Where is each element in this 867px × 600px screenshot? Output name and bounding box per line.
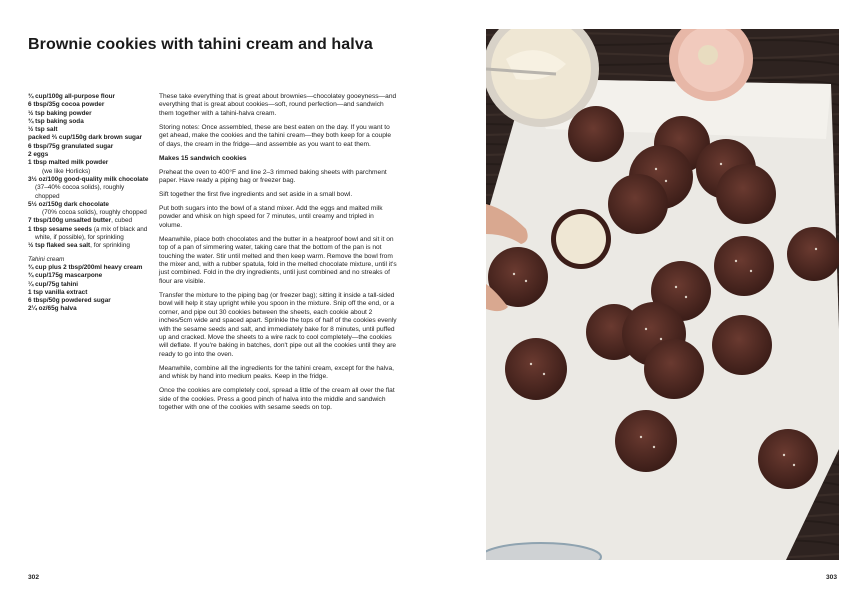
cookie (787, 227, 839, 281)
ingredient-item: 2¼ oz/65g halva (28, 305, 77, 313)
cookie (644, 339, 704, 399)
recipe-title: Brownie cookies with tahini cream and halva (28, 36, 373, 53)
cookie (615, 410, 677, 472)
ingredient-item: ¾ cup/175g mascarpone (28, 272, 103, 280)
yield-line: Makes 15 sandwich cookies (159, 154, 247, 162)
cookie (714, 236, 774, 296)
ingredient-item: ¾ cup plus 2 tbsp/200ml heavy cream (28, 263, 143, 271)
cookie (505, 338, 567, 400)
ingredient-item: 2 eggs (28, 151, 49, 159)
recipe-photo (486, 29, 839, 560)
photo-illustration (486, 29, 839, 560)
cookie (568, 106, 624, 162)
ingredient-item: ¾ tsp baking soda (28, 117, 84, 125)
ingredient-item: 5½ oz/150g dark chocolate (70% cocoa solids), roughly chopped (28, 200, 147, 217)
page-number-right: 303 (826, 574, 838, 581)
ingredient-item: ¼ cup/75g tahini (28, 280, 79, 288)
method-step: Sift together the first five ingredients and set aside in a small bowl. (159, 191, 353, 199)
ingredient-item: ½ tsp salt (28, 126, 58, 134)
ingredient-item: 1 tbsp malted milk powder (we like Horlicks) (28, 159, 109, 175)
ingredients-list (28, 93, 150, 314)
storing-notes: Storing notes: Once assembled, these are best eaten on the day. If you want to get ahead, make the cookies and the tahini cream—they both keep for a couple of days, the cream in the fridge—and assemble as you want to eat them. (159, 123, 392, 148)
cookie (712, 315, 772, 375)
ingredient-item: 6 tbsp/75g granulated sugar (28, 142, 114, 150)
ingredient-item: 6 tbsp/50g powdered sugar (28, 297, 111, 305)
ingredient-item: 1 tbsp sesame seeds (a mix of black and white, if possible), for sprinkling (28, 225, 148, 242)
method-step: Transfer the mixture to the piping bag (or freezer bag); sitting it inside a tall-sided bowl will help it stay upright while you spoon in the mixture. Snip off the end, or a corner, and pipe out 30 cookies between the sheets, each cookie about 2 inches/5cm wide and spaced apart. Sprinkle the tops of half of the cookies evenly with the sesame seeds and salt, and immediately bake for 8 minutes, until puffed up and cracked. Move the sheets to a wire rack to cool completely—the cookies will deflate. If you're baking in batches, don't pipe out all the cookies until they are ready to go into the oven. (159, 291, 397, 358)
method-step: Meanwhile, place both chocolates and the butter in a heatproof bowl and sit it on top of a pan of simmering water, taking care that the bottom of the pan is not touching the water. Stir until melted and then keep warm. Remove the bowl from the mixer and, with a rubber spatula, fold in the melted chocolate mixture, until it's just combined. Fold in the dry ingredients, until just combined and no streaks of flour are visible. (159, 235, 397, 285)
page-number-left: 302 (28, 574, 40, 581)
method-step: Once the cookies are completely cool, spread a little of the cream all over the flat side of the cookies. Press a good pinch of halva into the middle and sandwich together with one of the cookies with sesame seeds on top. (159, 387, 395, 411)
cookie (758, 429, 818, 489)
ingredient-item: ½ tsp baking powder (28, 109, 92, 117)
ingredient-item: 3½ oz/100g good-quality milk chocolate (37–40% cocoa solids), roughly chopped (28, 175, 149, 200)
method-step: Put both sugars into the bowl of a stand mixer. Add the eggs and malted milk powder and whisk on high speed for 7 minutes, until creamy and tripled in volume. (159, 205, 383, 229)
intro-paragraph: These take everything that is great about brownies—chocolatey gooeyness—and everything that is great about cookies—soft, round perfection—and sandwich them together with a tahini-halva cream. (159, 93, 397, 117)
method-step: Preheat the oven to 400°F and line 2–3 rimmed baking sheets with parchment paper. Have ready a piping bag or freezer bag. (159, 168, 387, 185)
ingredient-item: 7 tbsp/100g unsalted butter, cubed (28, 217, 133, 225)
ingredient-item: ½ tsp flaked sea salt, for sprinkling (28, 242, 130, 250)
ingredient-item: 1 tsp vanilla extract (28, 288, 88, 296)
tahini-section-heading: Tahini cream (28, 255, 65, 263)
cookie (716, 164, 776, 224)
tahini-cream (556, 214, 606, 264)
ingredient-item: packed ⅔ cup/150g dark brown sugar (28, 134, 143, 142)
ingredient-item: 6 tbsp/35g cocoa powder (28, 101, 105, 109)
ingredient-item: ¾ cup/100g all-purpose flour (28, 93, 116, 100)
cookie (608, 174, 668, 234)
method-step: Meanwhile, combine all the ingredients for the tahini cream, except for the halva, and whisk by hand into medium peaks. Keep in the fridge. (159, 364, 394, 381)
method-text (159, 93, 397, 418)
